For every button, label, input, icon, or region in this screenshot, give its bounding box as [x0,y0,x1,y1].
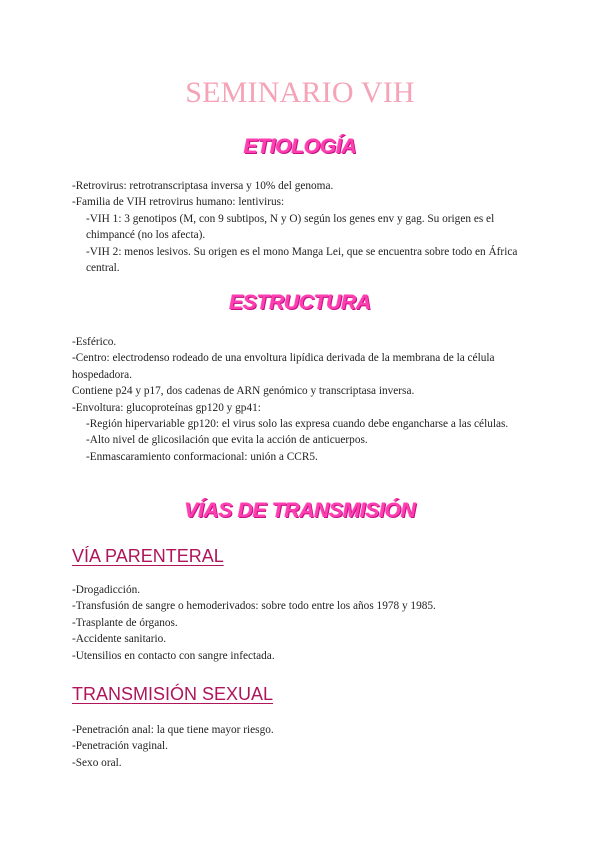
paragraph: -Centro: electrodenso rodeado de una envoltura lipídica derivada de la membrana de la célula hospedadora. [72,352,495,381]
estructura-content [72,334,532,465]
paragraph: -Retrovirus: retrotranscriptasa inversa y 10% del genoma. [72,180,334,192]
paragraph: -Región hipervariable gp120: el virus solo las expresa cuando debe engancharse a las células. [86,418,509,431]
paragraph: -VIH 2: menos lesivos. Su origen es el mono Manga Lei, que se encuentra sobre todo en África central. [86,245,518,275]
paragraph: -Penetración anal: la que tiene mayor riesgo. [72,724,274,736]
paragraph: -Accidente sanitario. [72,633,167,646]
paragraph: -Envoltura: glucoproteínas gp120 y gp41: [72,401,261,414]
paragraph: Contiene p24 y p17, dos cadenas de ARN genómico y transcriptasa inversa. [72,385,415,398]
section-heading-estructura: ESTRUCTURA [229,291,371,314]
paragraph: -Familia de VIH retrovirus humano: lentivirus: [72,196,285,209]
etiologia-content [72,178,532,276]
paragraph: -Trasplante de órganos. [72,616,178,629]
paragraph: -Esférico. [72,336,117,348]
paragraph: -Utensilios en contacto con sangre infectada. [72,649,275,662]
paragraph: -Sexo oral. [72,756,122,769]
paragraph: -Enmascaramiento conformacional: unión a CCR5. [86,450,318,463]
paragraph: -Alto nivel de glicosilación que evita la acción de anticuerpos. [86,434,368,447]
paragraph: -Penetración vaginal. [72,740,168,753]
parenteral-content [72,582,532,664]
subheading-via-parenteral: VÍA PARENTERAL [72,546,224,566]
section-heading-vias: VÍAS DE TRANSMISIÓN [184,499,416,522]
paragraph: -Drogadicción. [72,584,141,596]
paragraph: -Transfusión de sangre o hemoderivados: sobre todo entre los años 1978 y 1985. [72,600,436,613]
sexual-content [72,722,532,771]
subheading-transmision-sexual: TRANSMISIÓN SEXUAL [72,684,274,704]
document-title: SEMINARIO VIH [185,76,415,109]
paragraph: -VIH 1: 3 genotipos (M, con 9 subtipos, N y O) según los genes env y gag. Su origen es el chimpancé (no los afecta). [86,212,495,242]
section-heading-etiologia: ETIOLOGÍA [243,135,357,158]
